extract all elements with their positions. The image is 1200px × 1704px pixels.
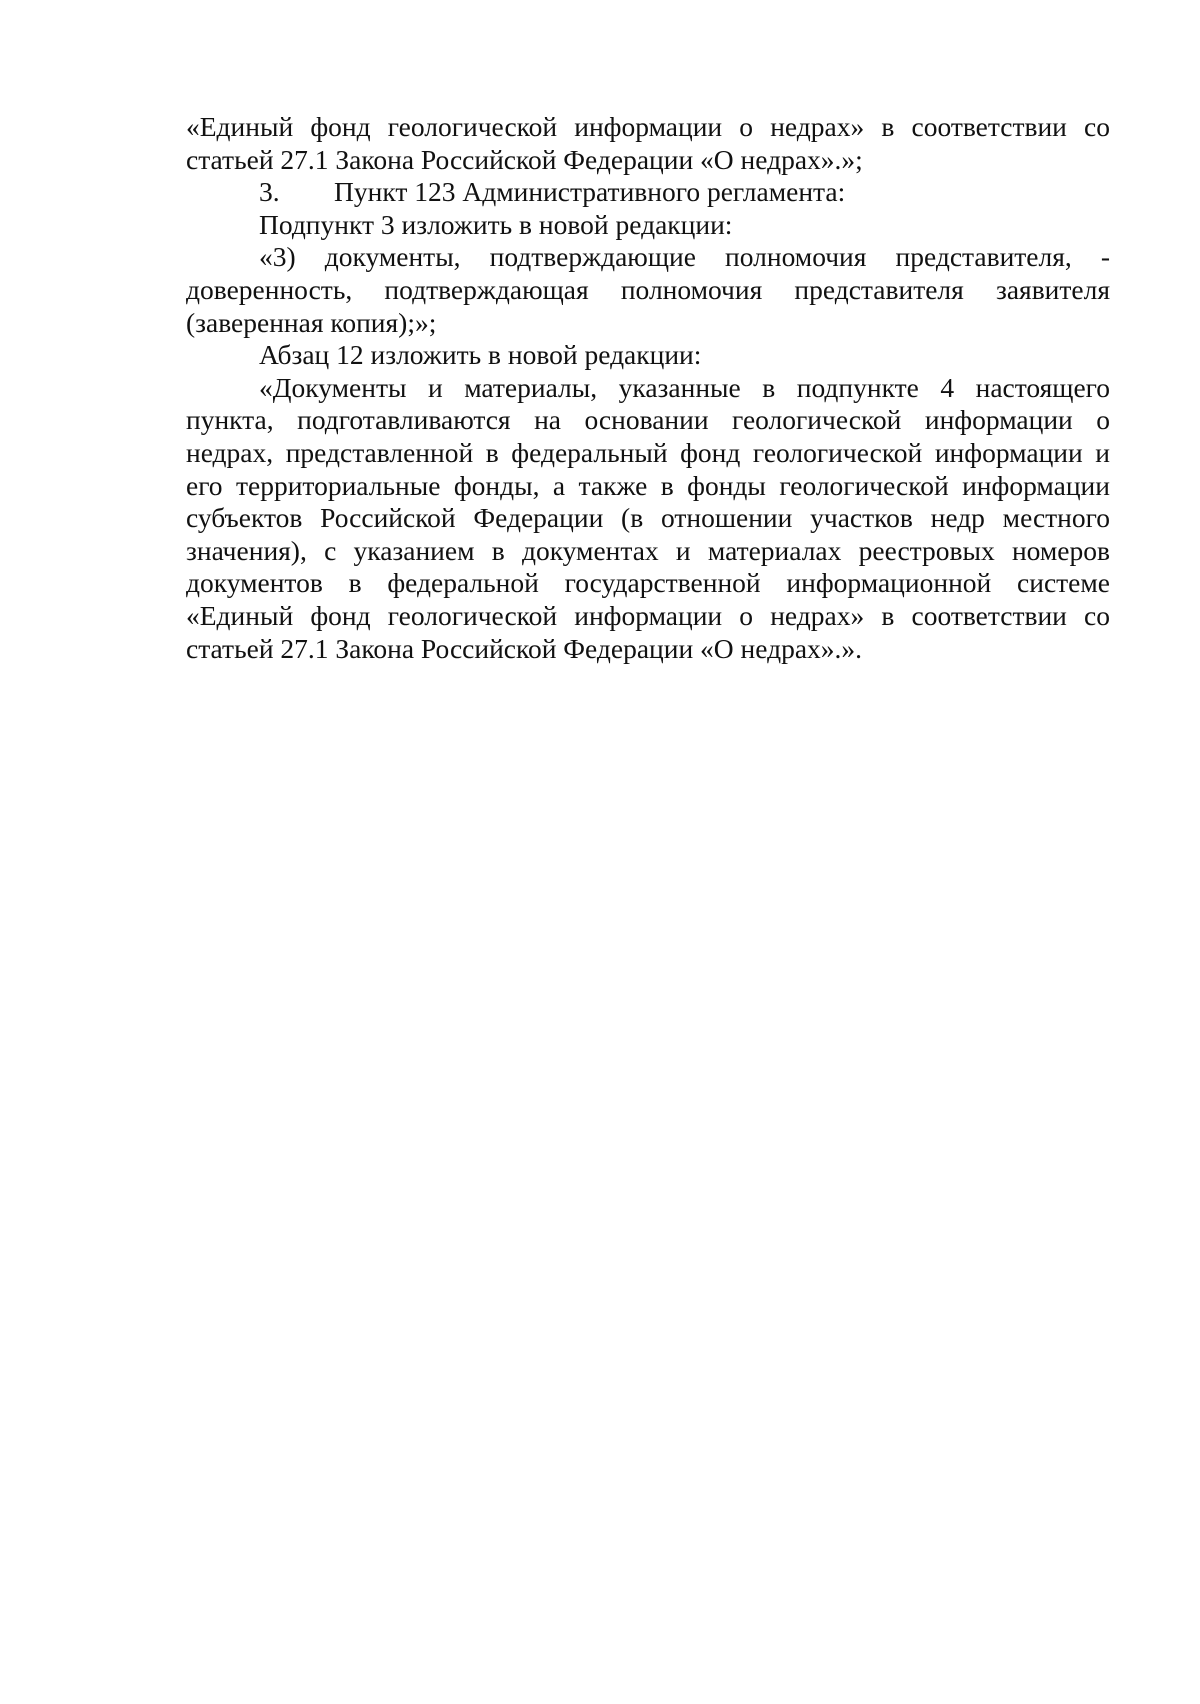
text-line: статьей 27.1 Закона Российской Федерации «О недрах».».: [186, 632, 863, 664]
text-line: «3) документы, подтверждающие полномочия представителя, -: [259, 241, 1110, 273]
text-line: субъектов Российской Федерации (в отношении участков недр местного: [186, 502, 1110, 534]
text-line: значения), с указанием в документах и материалах реестровых номеров: [186, 534, 1110, 566]
text-line: пункта, подготавливаются на основании геологической информации о: [186, 404, 1110, 436]
text-line: «Единый фонд геологической информации о недрах» в соответствии со: [186, 599, 1110, 631]
item-number: 3.: [259, 176, 280, 208]
document-body: [186, 111, 1110, 665]
text-line: (заверенная копия);»;: [186, 306, 437, 338]
text-line: его территориальные фонды, а также в фонды геологической информации: [186, 469, 1110, 501]
text-line: документов в федеральной государственной информационной системе: [186, 567, 1110, 599]
text-line: «Единый фонд геологической информации о недрах» в соответствии со: [186, 111, 1110, 142]
text-line: недрах, представленной в федеральный фонд геологической информации и: [186, 436, 1110, 468]
text-line: «Документы и материалы, указанные в подпункте 4 настоящего: [259, 371, 1110, 403]
text-line: статьей 27.1 Закона Российской Федерации «О недрах».»;: [186, 143, 863, 175]
text-line: Абзац 12 изложить в новой редакции:: [259, 339, 702, 371]
text-line: Подпункт 3 изложить в новой редакции:: [259, 208, 733, 240]
numbered-item: [186, 176, 1110, 209]
text-line: доверенность, подтверждающая полномочия представителя заявителя: [186, 273, 1110, 305]
item-text: Пункт 123 Административного регламента:: [334, 176, 846, 208]
